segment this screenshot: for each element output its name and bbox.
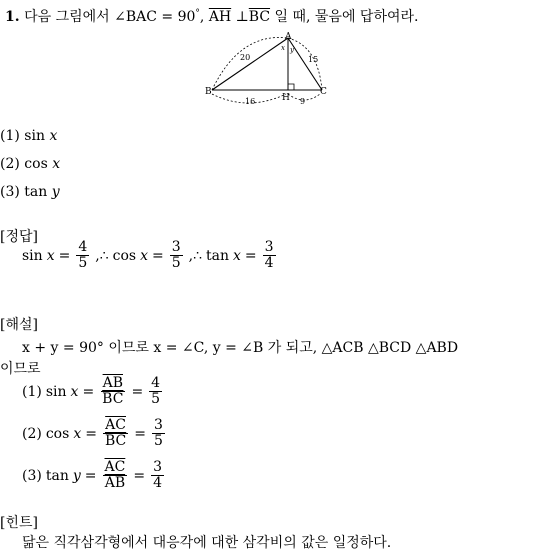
denominator: BC (104, 433, 127, 449)
label-hc-length: 9 (300, 97, 306, 106)
segment-bc: $\overline{BC}$ (248, 9, 271, 25)
label-angle-x: x (281, 44, 285, 52)
problem-suffix: 일 때, 물음에 답하여라. (270, 9, 419, 25)
label-ab-length: 20 (240, 53, 251, 62)
item-var: x (73, 425, 82, 442)
degree-symbol: ° (195, 8, 200, 19)
explanation-item-1: (1) sin x = $\frac{\overline{AB}}{BC}$ = $\frac{4}{5}$ (22, 375, 161, 407)
denominator: BC (102, 391, 124, 407)
var-x: x (46, 247, 55, 264)
value-fraction (152, 418, 165, 449)
separator: , (199, 9, 209, 25)
question-func: tan (24, 184, 48, 200)
hint-header: [힌트] (0, 515, 38, 531)
question-label: (2) (0, 156, 20, 172)
triangle-figure (200, 32, 340, 106)
question-3 (0, 184, 60, 200)
cos-fraction (170, 240, 183, 271)
explanation-item-3: (3) tan y = $\frac{\overline{AC}}{AB}$ = $\frac{3}{4}$ (22, 459, 162, 491)
value-fraction (151, 460, 164, 491)
separator: ,∴ (95, 247, 109, 264)
numerator: $\overline{AB}$ (102, 375, 123, 391)
question-func: sin (24, 128, 45, 144)
denominator: 5 (153, 433, 163, 449)
cos-func: cos (112, 247, 137, 264)
question-func: cos (24, 156, 48, 172)
right-angle-mark (288, 84, 294, 90)
numerator: 3 (264, 239, 274, 255)
item-var: y (72, 467, 81, 484)
numerator: 3 (153, 417, 163, 433)
ratio-fraction (103, 418, 128, 449)
denominator: 5 (171, 255, 181, 271)
question-var: x (49, 128, 58, 144)
numerator: 3 (153, 459, 162, 475)
item-label: (2) (22, 425, 42, 442)
item-func: tan (45, 467, 69, 484)
var-x: x (233, 247, 241, 264)
explanation-header: [해설] (0, 317, 38, 333)
question-2 (0, 156, 60, 172)
problem-prefix: 다음 그림에서 ∠BAC = 90 (24, 9, 196, 25)
equals: = (58, 247, 71, 264)
side-ab (212, 38, 288, 90)
label-bh-length: 16 (245, 97, 256, 106)
label-b: B (205, 87, 212, 97)
label-c: C (320, 87, 327, 97)
ratio-fraction (100, 376, 125, 407)
denominator: 5 (151, 391, 161, 407)
item-func: cos (45, 425, 70, 442)
perp-symbol: ⊥ (235, 9, 249, 25)
value-fraction (149, 376, 162, 407)
explanation-line-1: x + y = 90° 이므로 x = ∠C, y = ∠B 가 되고, △ACB △BCD △ABD (22, 340, 459, 356)
question-var: y (51, 184, 60, 200)
answer-header: [정답] (0, 229, 38, 245)
denominator: 5 (78, 255, 88, 271)
denominator: 4 (264, 255, 274, 271)
denominator: AB (104, 475, 126, 491)
label-h: H (282, 93, 290, 103)
label-ac-length: 15 (308, 55, 319, 64)
numerator: 3 (171, 239, 181, 255)
equals: = (151, 247, 164, 264)
separator: ,∴ (188, 247, 202, 264)
segment-ah: $\overline{AH}$ (208, 9, 232, 25)
problem-statement (5, 6, 418, 26)
sin-func: sin (22, 247, 43, 264)
explanation-line-2: 이므로 (0, 361, 41, 377)
item-func: sin (45, 383, 67, 400)
numerator: $\overline{AC}$ (104, 459, 126, 475)
label-a: A (285, 32, 292, 42)
numerator: 4 (78, 239, 88, 255)
answer-line (22, 240, 278, 271)
item-label: (1) (22, 383, 42, 400)
denominator: 4 (153, 475, 162, 491)
question-1 (0, 128, 57, 144)
tan-func: tan (206, 247, 229, 264)
hint-text: 닮은 직각삼각형에서 대응각에 대한 삼각비의 값은 일정하다. (22, 535, 392, 551)
item-var: x (70, 383, 79, 400)
equals: = (244, 247, 257, 264)
tan-fraction (263, 240, 276, 271)
var-x: x (140, 247, 148, 264)
problem-number: 1. (5, 9, 20, 25)
ratio-fraction (103, 460, 128, 491)
sin-fraction (76, 240, 89, 271)
question-var: x (52, 156, 61, 172)
question-label: (1) (0, 128, 20, 144)
item-label: (3) (22, 467, 42, 484)
label-angle-y: y (290, 46, 294, 54)
numerator: $\overline{AC}$ (105, 417, 126, 433)
question-label: (3) (0, 184, 20, 200)
numerator: 4 (151, 375, 161, 391)
explanation-item-2: (2) cos x = $\frac{\overline{AC}}{BC}$ = $\frac{3}{5}$ (22, 417, 163, 449)
